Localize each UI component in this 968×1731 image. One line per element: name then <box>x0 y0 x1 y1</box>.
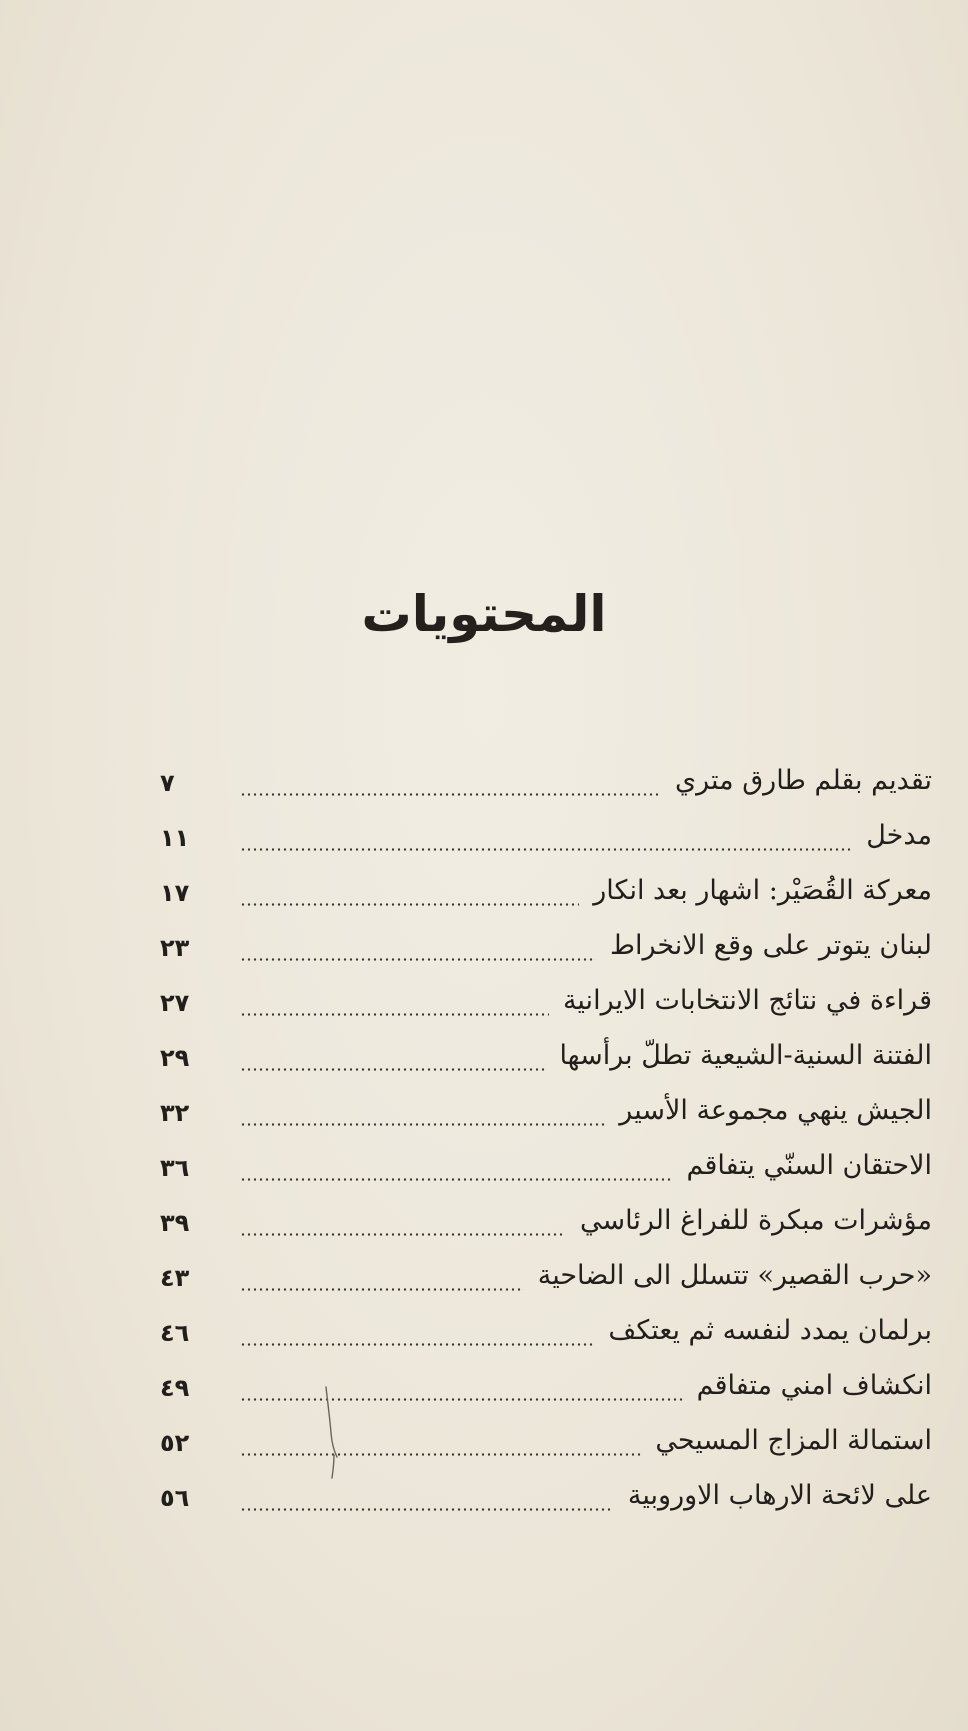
toc-entry-page-number: ٧ <box>160 769 175 797</box>
toc-entry-title: مدخل <box>866 820 932 851</box>
toc-entry <box>0 818 968 873</box>
table-of-contents <box>0 763 968 1533</box>
toc-entry-title: قراءة في نتائج الانتخابات الايرانية <box>562 985 932 1016</box>
toc-entry-page-number: ١١ <box>160 824 190 852</box>
toc-entry <box>0 1203 968 1258</box>
dot-leader <box>240 848 852 851</box>
toc-entry <box>0 928 968 983</box>
toc-entry-title: انكشاف امني متفاقم <box>696 1370 932 1401</box>
toc-entry-page-number: ٢٧ <box>160 989 190 1017</box>
dot-leader <box>240 1068 545 1071</box>
toc-entry-title: استمالة المزاج المسيحي <box>655 1425 932 1456</box>
dot-leader <box>240 1288 524 1291</box>
toc-entry-title: الفتنة السنية-الشيعية تطلّ برأسها <box>559 1040 932 1071</box>
dot-leader <box>240 1013 549 1016</box>
toc-entry <box>0 1423 968 1478</box>
dot-leader <box>240 1453 641 1456</box>
dot-leader <box>240 1123 605 1126</box>
dot-leader <box>240 958 596 961</box>
toc-entry-title: الجيش ينهي مجموعة الأسير <box>619 1095 932 1126</box>
toc-entry-title: معركة القُصَيْر: اشهار بعد انكار <box>593 875 932 906</box>
pen-mark <box>322 1385 342 1480</box>
toc-entry-title: على لائحة الارهاب الاوروبية <box>627 1480 932 1511</box>
toc-entry-page-number: ٤٩ <box>160 1374 190 1402</box>
toc-entry-page-number: ٥٢ <box>160 1429 190 1457</box>
toc-entry-page-number: ٤٣ <box>160 1264 190 1292</box>
toc-entry-page-number: ٣٢ <box>160 1099 190 1127</box>
toc-entry-title: الاحتقان السنّي يتفاقم <box>686 1150 932 1181</box>
toc-entry-page-number: ١٧ <box>160 879 190 907</box>
toc-entry <box>0 873 968 928</box>
toc-entry-title: مؤشرات مبكرة للفراغ الرئاسي <box>580 1205 932 1236</box>
toc-entry-page-number: ٢٩ <box>160 1044 190 1072</box>
toc-entry <box>0 1313 968 1368</box>
toc-entry-title: برلمان يمدد لنفسه ثم يعتكف <box>608 1315 932 1346</box>
toc-entry <box>0 1038 968 1093</box>
toc-entry <box>0 763 968 818</box>
toc-entry-title: لبنان يتوتر على وقع الانخراط <box>609 930 932 961</box>
toc-entry-page-number: ٥٦ <box>160 1484 190 1512</box>
dot-leader <box>240 903 579 906</box>
toc-entry <box>0 1368 968 1423</box>
toc-entry <box>0 983 968 1038</box>
toc-entry <box>0 1478 968 1533</box>
dot-leader <box>240 1178 672 1181</box>
toc-entry-title: تقديم بقلم طارق متري <box>674 765 932 796</box>
toc-entry-page-number: ٤٦ <box>160 1319 190 1347</box>
dot-leader <box>240 1233 566 1236</box>
toc-entry-page-number: ٣٩ <box>160 1209 190 1237</box>
dot-leader <box>240 1508 614 1511</box>
toc-entry <box>0 1093 968 1148</box>
toc-entry <box>0 1258 968 1313</box>
dot-leader <box>240 793 661 796</box>
toc-entry-title: «حرب القصير» تتسلل الى الضاحية <box>537 1260 932 1291</box>
dot-leader <box>240 1343 594 1346</box>
dot-leader <box>240 1398 683 1401</box>
toc-entry-page-number: ٢٣ <box>160 934 190 962</box>
toc-entry-page-number: ٣٦ <box>160 1154 190 1182</box>
page-title: المحتويات <box>361 585 607 643</box>
toc-entry <box>0 1148 968 1203</box>
